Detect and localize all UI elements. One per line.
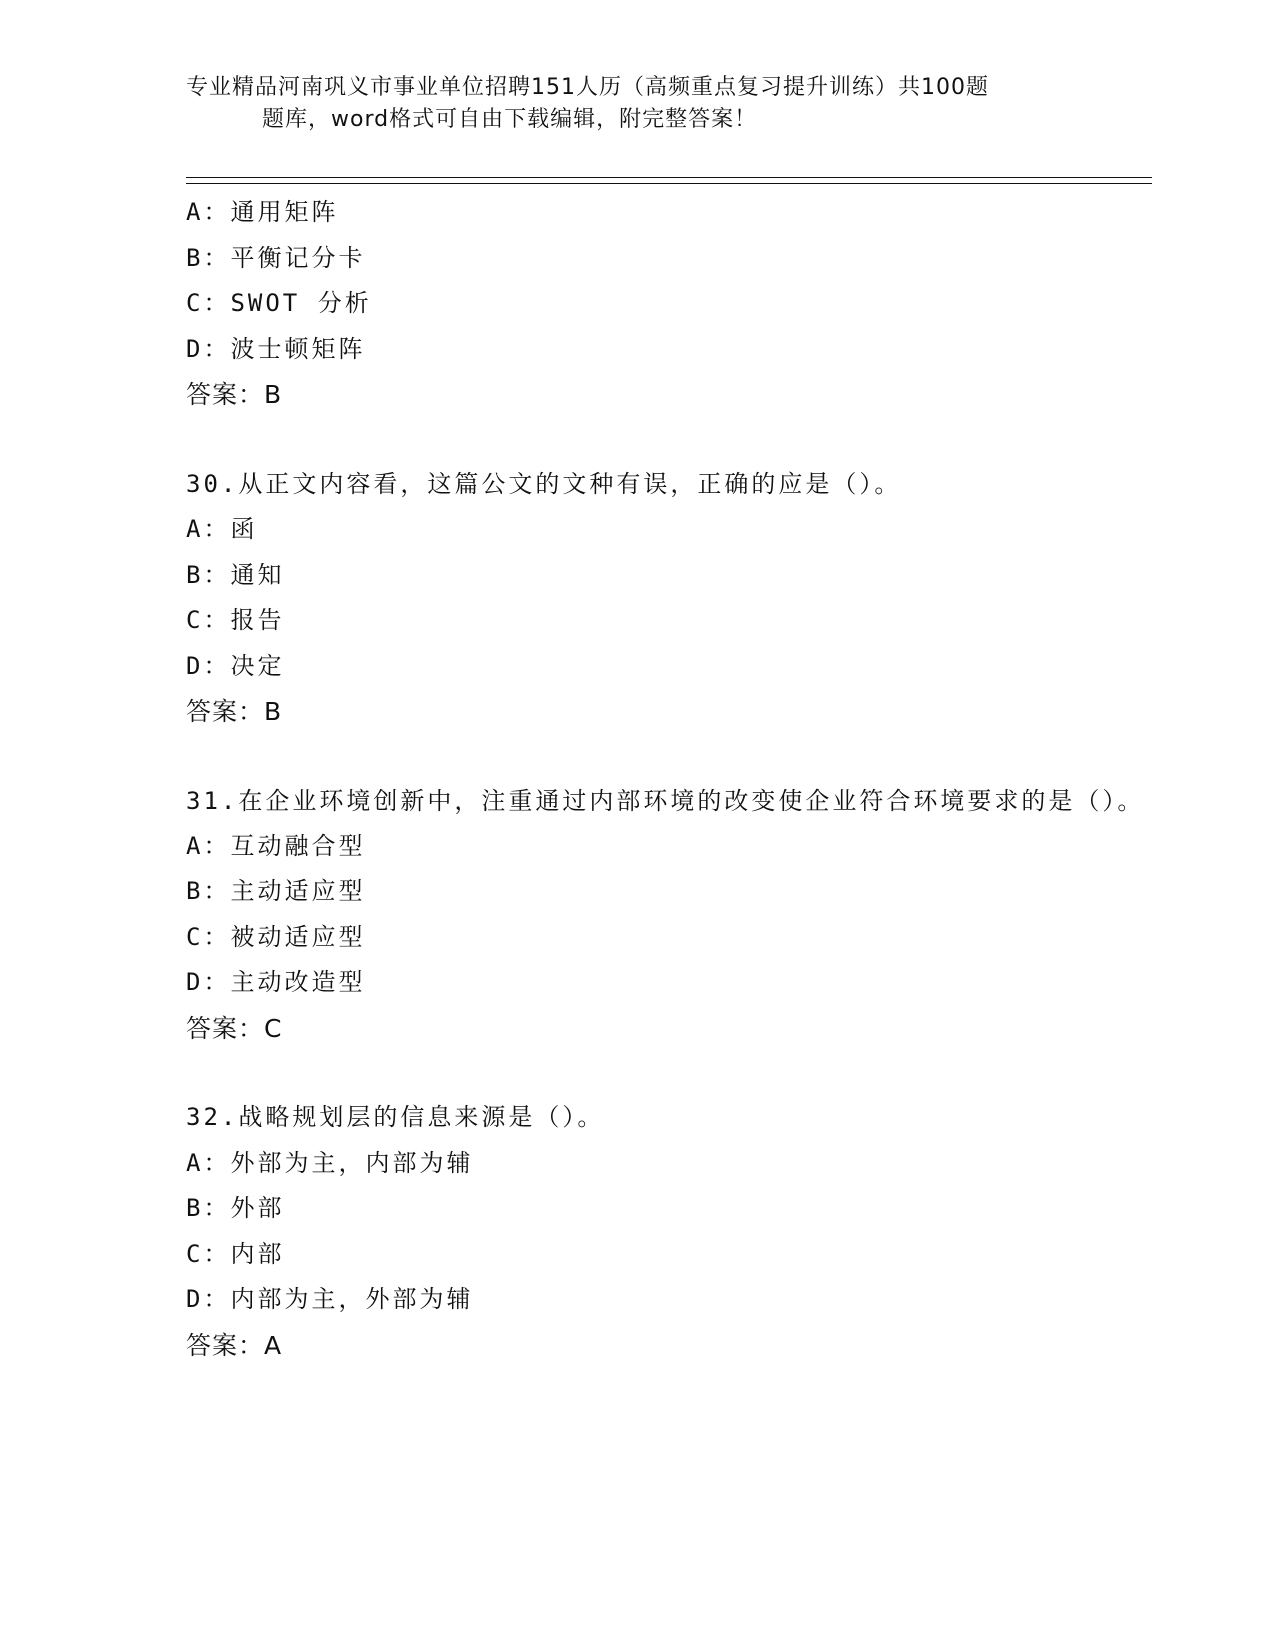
option-d: D：波士顿矩阵 (186, 334, 366, 363)
option-a: A：函 (186, 515, 258, 543)
header-divider-bottom (186, 183, 1152, 184)
option-d: D：决定 (186, 651, 285, 680)
header-divider-top (186, 177, 1152, 178)
header-title-line-1: 专业精品河南巩义市事业单位招聘151人历（高频重点复习提升训练）共100题 (186, 75, 989, 100)
question-32 (186, 1095, 1146, 1368)
header-title-line-2: 题库，word格式可自由下载编辑，附完整答案！ (262, 107, 758, 132)
question-stem: 30.从正文内容看，这篇公文的文种有误，正确的应是（）。 (186, 469, 902, 498)
option-b: B：平衡记分卡 (186, 243, 366, 272)
answer-line: 答案：B (186, 697, 283, 726)
question-list (186, 190, 1146, 1368)
option-c: C：内部 (186, 1239, 285, 1268)
question-29 (186, 190, 1146, 418)
option-c: C：SWOT 分析 (186, 289, 372, 317)
option-d: D：主动改造型 (186, 968, 366, 996)
option-c: C：报告 (186, 606, 285, 634)
option-c: C：被动适应型 (186, 922, 366, 951)
question-31 (186, 779, 1146, 1052)
question-stem: 31.在企业环境创新中，注重通过内部环境的改变使企业符合环境要求的是（）。 (186, 786, 1145, 815)
answer-line: 答案：C (186, 1013, 283, 1043)
question-stem: 32.战略规划层的信息来源是（）。 (186, 1103, 605, 1131)
option-a: A：互动融合型 (186, 831, 366, 860)
option-a: A：外部为主，内部为辅 (186, 1148, 474, 1177)
answer-line: 答案：A (186, 1330, 283, 1360)
option-b: B：通知 (186, 560, 285, 589)
answer-line: 答案：B (186, 380, 283, 409)
option-a: A：通用矩阵 (186, 198, 339, 226)
question-30 (186, 462, 1146, 735)
document-header (186, 72, 1066, 136)
option-d: D：内部为主，外部为辅 (186, 1285, 474, 1313)
option-b: B：主动适应型 (186, 877, 366, 905)
option-b: B：外部 (186, 1194, 285, 1222)
